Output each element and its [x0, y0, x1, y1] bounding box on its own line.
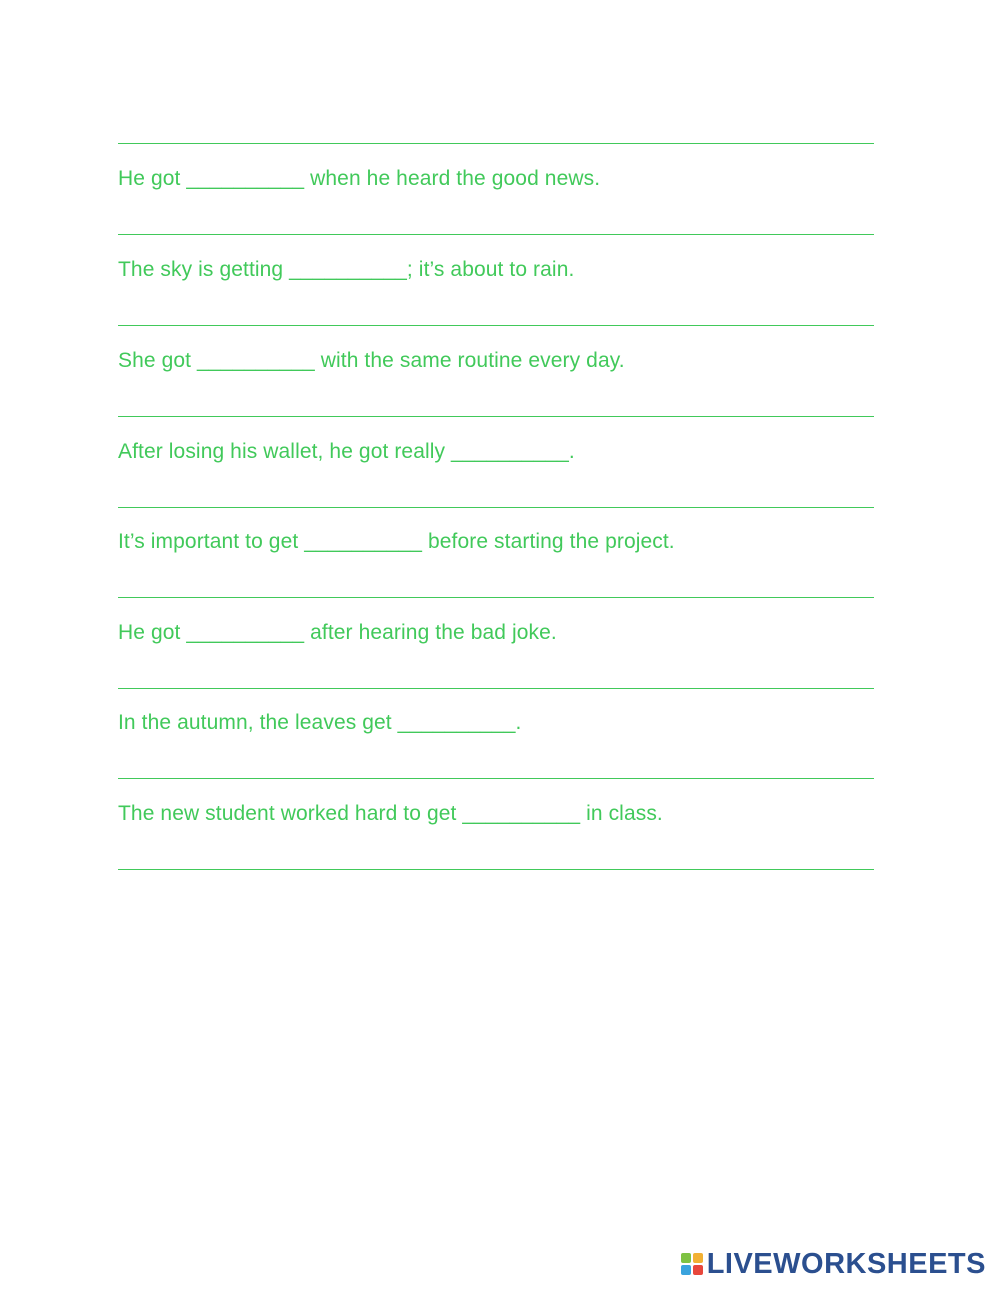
- answer-line[interactable]: [118, 143, 874, 144]
- logo-square: [693, 1265, 703, 1275]
- sentence-3: She got __________ with the same routine every day.: [118, 349, 625, 372]
- logo-square: [681, 1265, 691, 1275]
- sentence-8: The new student worked hard to get __________ in class.: [118, 802, 663, 825]
- answer-line[interactable]: [118, 507, 874, 508]
- sentence-7: In the autumn, the leaves get __________.: [118, 711, 522, 734]
- answer-line[interactable]: [118, 688, 874, 689]
- sentence-4: After losing his wallet, he got really __________.: [118, 440, 575, 463]
- answer-line[interactable]: [118, 869, 874, 870]
- logo-square: [693, 1253, 703, 1263]
- sentence-1: He got __________ when he heard the good news.: [118, 167, 601, 190]
- answer-line[interactable]: [118, 778, 874, 779]
- answer-line[interactable]: [118, 597, 874, 598]
- logo-square: [681, 1253, 691, 1263]
- answer-line[interactable]: [118, 325, 874, 326]
- answer-line[interactable]: [118, 234, 874, 235]
- sentence-5: It’s important to get __________ before starting the project.: [118, 530, 675, 553]
- sentence-2: The sky is getting __________; it’s about to rain.: [118, 258, 575, 281]
- liveworksheets-logo-icon: [681, 1253, 703, 1275]
- sentence-6: He got __________ after hearing the bad joke.: [118, 621, 557, 644]
- brand-name: LIVEWORKSHEETS: [706, 1248, 986, 1280]
- answer-line[interactable]: [118, 416, 874, 417]
- liveworksheets-brand[interactable]: [681, 1248, 986, 1280]
